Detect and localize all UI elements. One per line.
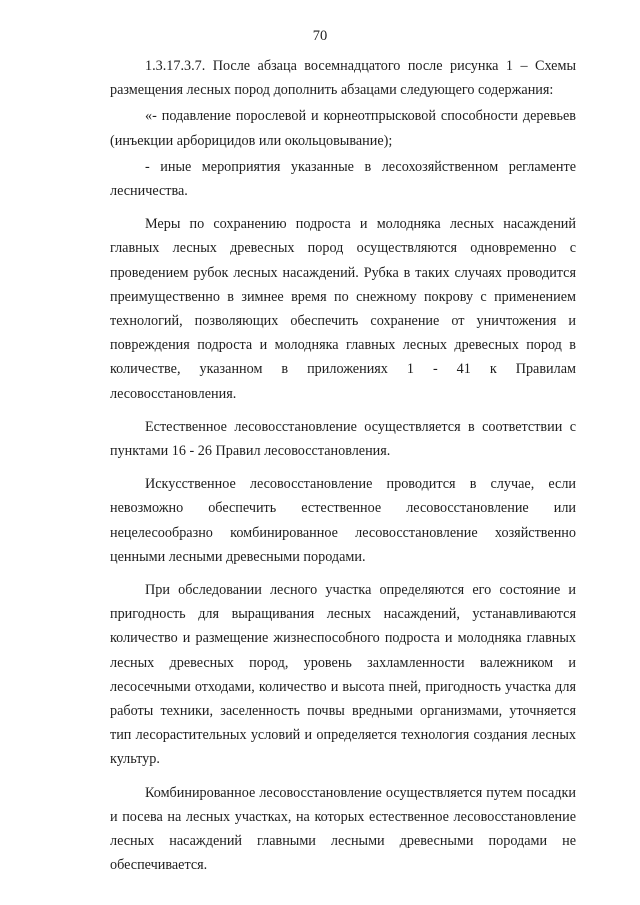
document-body <box>110 54 576 878</box>
paragraph-list-item-arboricides: «- подавление порослевой и корнеотпрысковой способности деревьев (инъекции арборицидов или окольцовывание); <box>110 108 576 149</box>
paragraph-list-item-other-measures: - иные мероприятия указанные в лесохозяйственном регламенте лесничества. <box>110 158 576 200</box>
page-number: 70 <box>312 28 328 44</box>
paragraph-natural-reforestation: Естественное лесовосстановление осуществляется в соответствии с пунктами 16 - 26 Правил лесовосстановления. <box>110 418 576 460</box>
paragraph-amendment-intro: 1.3.17.3.7. После абзаца восемнадцатого после рисунка 1 – Схемы размещения лесных пород дополнить абзацами следующего содержания: <box>110 58 576 99</box>
paragraph-combined-reforestation: Комбинированное лесовосстановление осуществляется путем посадки и посева на лесных участках, на которых естественное лесовосстановление лесных насаждений главными лесными древесными породами не обеспечивается. <box>110 784 576 874</box>
paragraph-artificial-reforestation: Искусственное лесовосстановление проводится в случае, если невозможно обеспечить естественное лесовосстановление или нецелесообразно комбинированное лесовосстановление хозяйственно ценными лесными древесными породами. <box>110 476 576 565</box>
paragraph-undergrowth-preservation: Меры по сохранению подроста и молодняка лесных насаждений главных лесных древесных пород осуществляются одновременно с проведением рубок лесных насаждений. Рубка в таких случаях проводится преимущественно в зимнее время по снежному покрову с применением технологий, позволяющих обеспечить сохранение от уничтожения и повреждения подроста и молодняка главных лесных древесных пород в количестве, указанном в приложениях 1 - 41 к Правилам лесовосстановления. <box>110 216 576 402</box>
paragraph-site-survey: При обследовании лесного участка определяются его состояние и пригодность для выращивания лесных насаждений, устанавливаются количество и размещение жизнеспособного подроста и молодняка главных лесных древесных пород, уровень захламленности валежником и лесосечными отходами, количество и высота пней, пригодность участка для работы техники, заселенность почвы вредными организмами, уточняется тип лесорастительных условий и определяется технология создания лесных культур. <box>110 582 576 768</box>
